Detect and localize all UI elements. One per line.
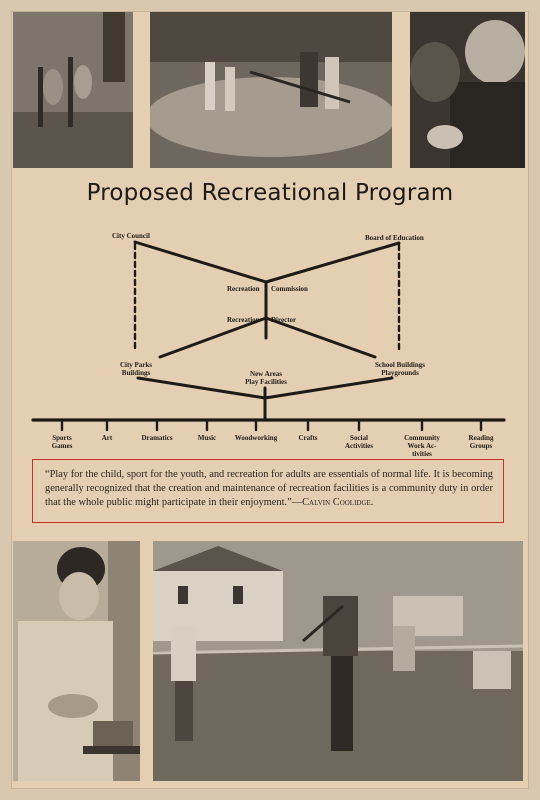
activity-line: Games — [51, 442, 73, 451]
quote-attribution: —Calvin Coolidge. — [291, 496, 374, 508]
photo-boy-woodworking — [13, 541, 140, 781]
page-title: Proposed Recreational Program — [86, 180, 454, 206]
node-new-areas-line1: New Areas — [250, 370, 282, 378]
activity-crafts — [291, 434, 325, 442]
activity-line: Activities — [345, 442, 373, 451]
activity-art — [92, 434, 122, 442]
activity-line: Community — [404, 434, 440, 442]
activity-line: Dramatics — [141, 434, 173, 442]
activity-line: Work Ac- — [407, 442, 437, 451]
node-commission-left: Recreation — [227, 285, 260, 293]
node-school-buildings-line2: Playgrounds — [381, 369, 419, 378]
activity-line: Reading — [468, 434, 494, 442]
activity-music — [190, 434, 224, 442]
node-board-of-education: Board of Education — [365, 234, 424, 242]
node-city-council: City Council — [112, 232, 150, 240]
activity-line: Social — [350, 434, 368, 442]
node-director-left: Recreation — [227, 316, 260, 324]
node-new-areas — [236, 370, 296, 386]
quote-text: “Play for the child, sport for the youth, and recreation for adults are essentials of normal life. It is becoming generally recognized that the creation and maintenance of recreation facilities is a community duty in order that the whole public might participate in their enjoyment.” — [45, 469, 493, 508]
activity-social-activities — [337, 434, 381, 450]
coolidge-quote-box — [32, 459, 504, 523]
activity-line: Sports — [52, 434, 72, 442]
activity-woodworking — [229, 434, 283, 442]
activity-dramatics — [135, 434, 179, 442]
activity-line: Music — [197, 434, 217, 442]
activity-community-work — [396, 434, 448, 458]
activity-line: Art — [101, 434, 113, 442]
activity-sports-games — [44, 434, 80, 450]
node-commission-right: Commission — [271, 285, 308, 293]
activity-line: Crafts — [298, 434, 318, 442]
node-city-parks-line1: City Parks — [119, 361, 153, 369]
photo-boys-playing-ball — [153, 541, 523, 781]
activity-line: tivities — [412, 450, 432, 459]
node-city-parks-line2: Buildings — [121, 369, 151, 378]
activity-reading-groups — [460, 434, 502, 450]
node-city-parks — [112, 361, 160, 377]
node-new-areas-line2: Play Facilities — [245, 378, 287, 387]
activity-line: Groups — [469, 442, 493, 451]
node-director-right: Director — [271, 316, 297, 324]
node-school-buildings — [368, 361, 432, 377]
activity-line: Woodworking — [234, 434, 278, 442]
node-school-buildings-line1: School Buildings — [375, 361, 425, 369]
